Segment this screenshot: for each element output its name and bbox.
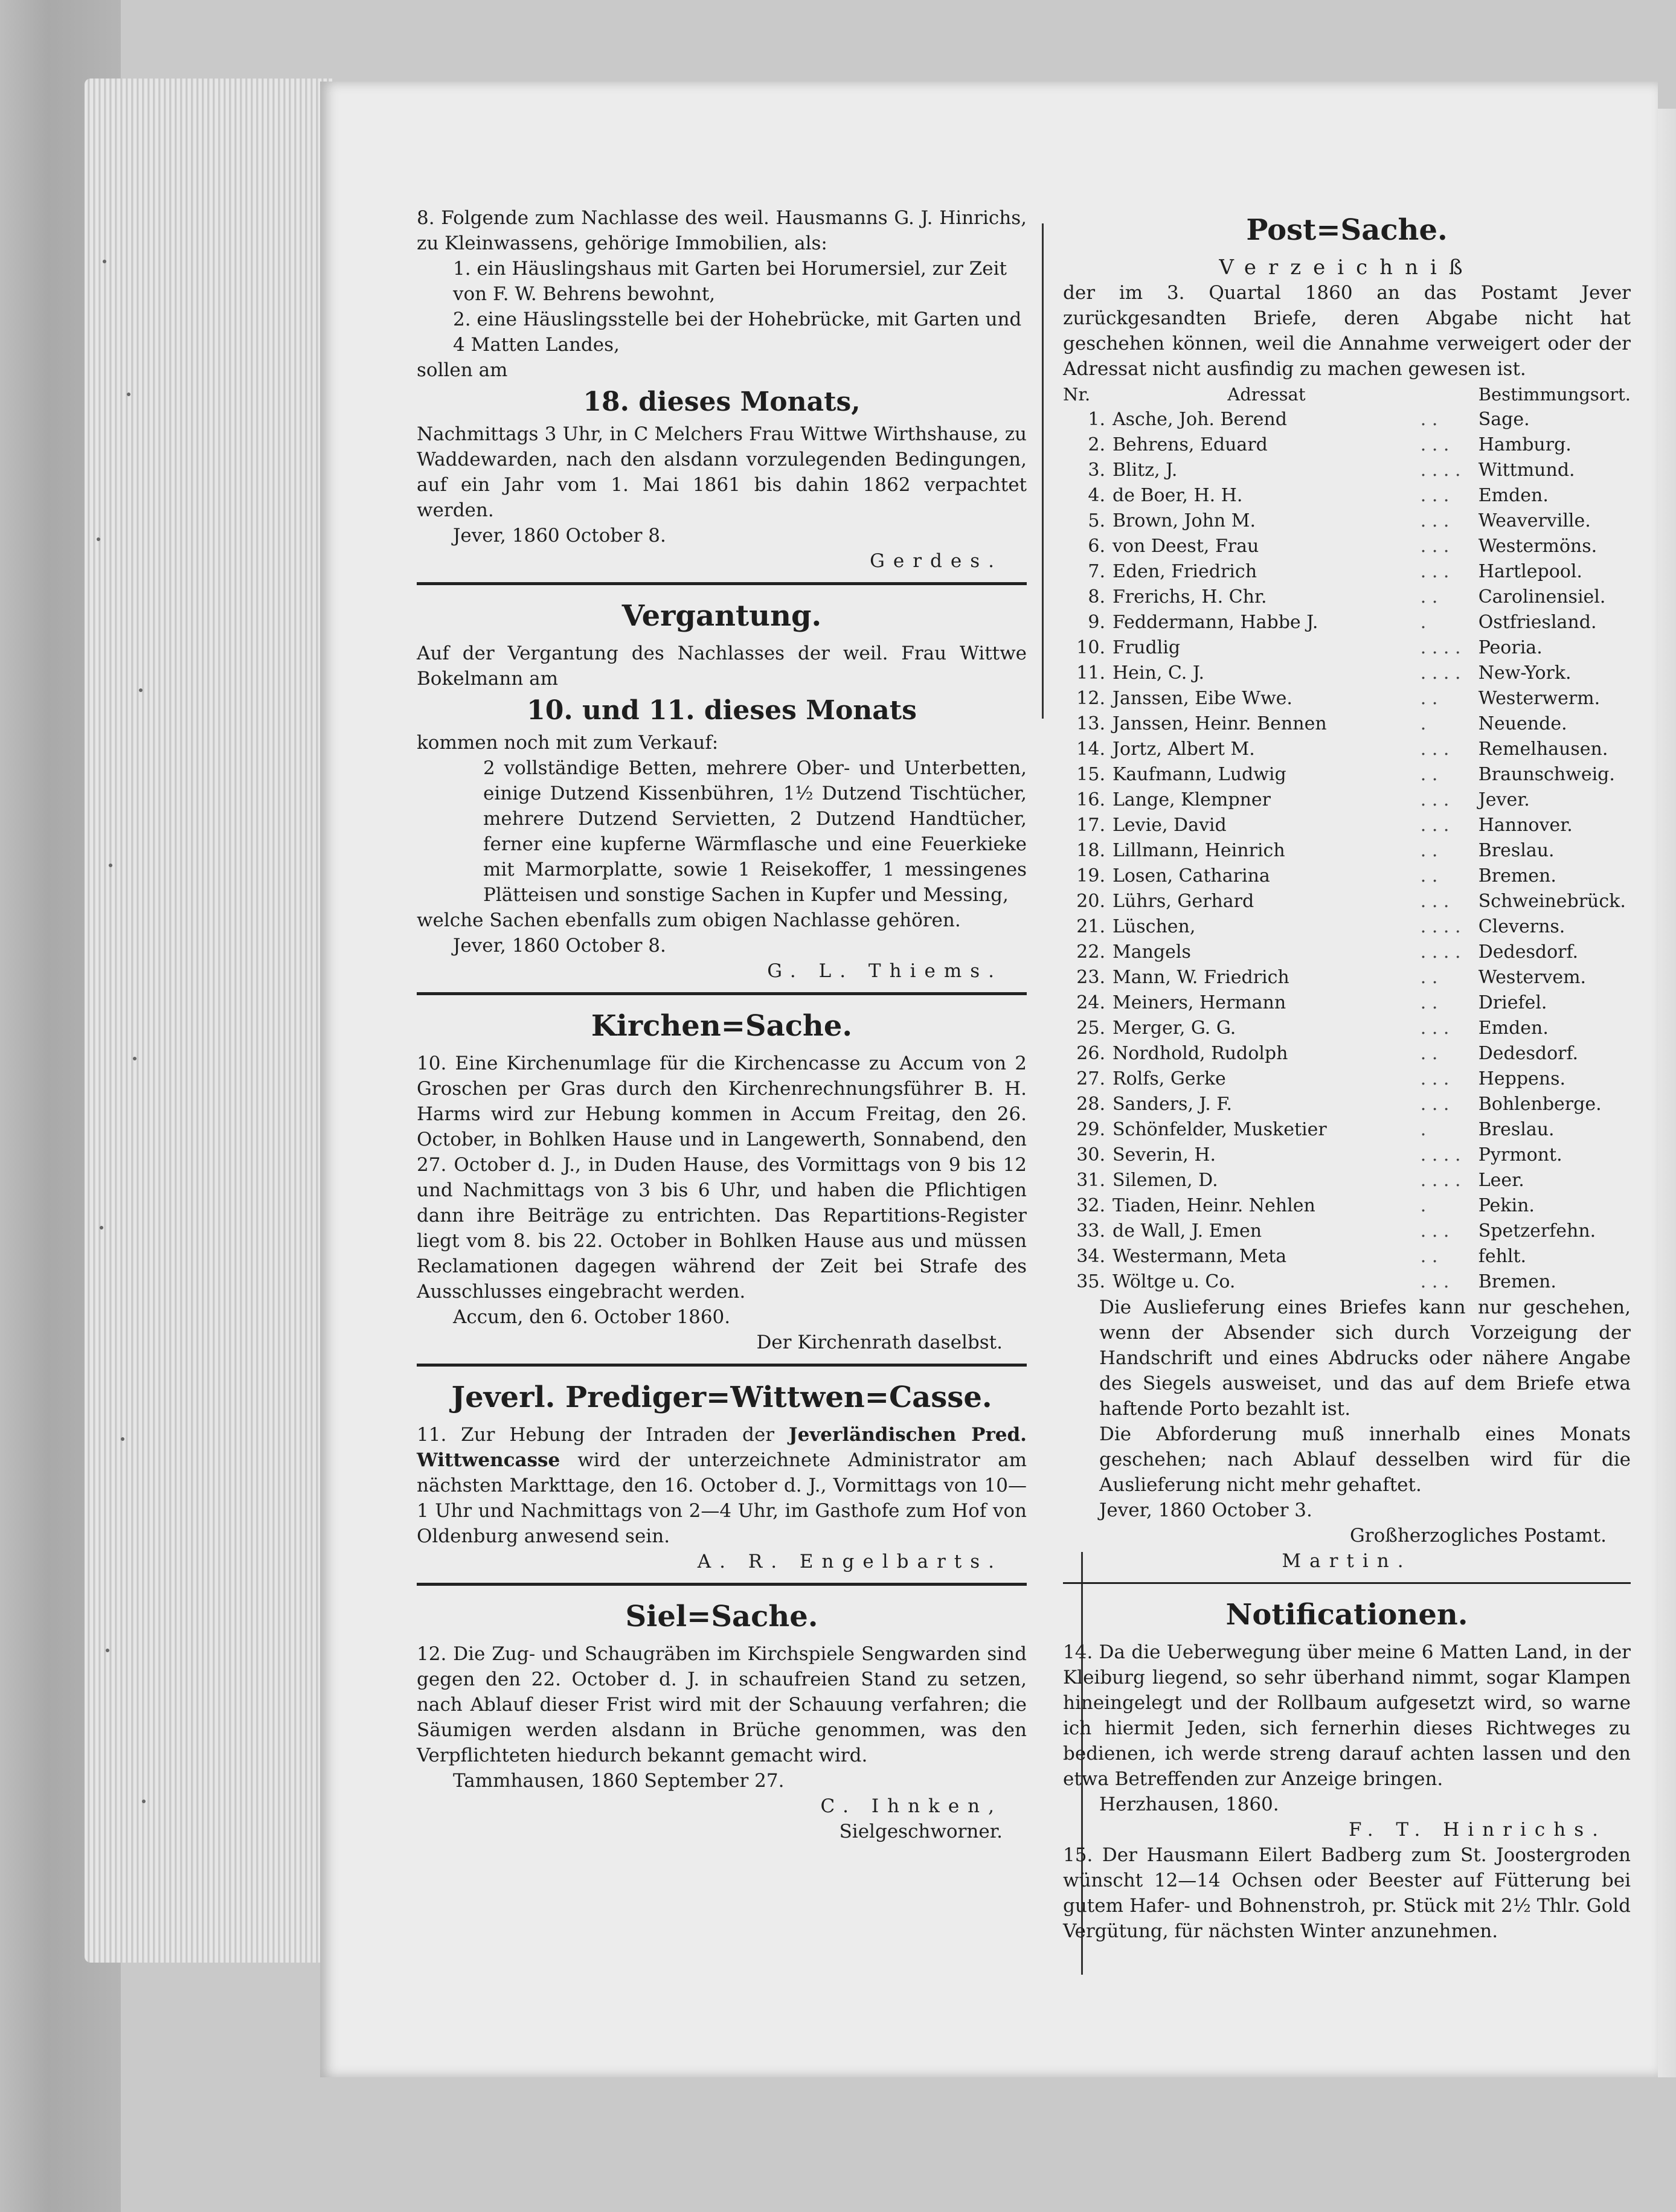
post-signature-name: Martin. bbox=[1282, 1550, 1412, 1572]
row-number: 1. bbox=[1088, 409, 1105, 430]
siel-signature-title: Sielgeschworner. bbox=[839, 1821, 1003, 1842]
addressee-name: de Boer, H. H. bbox=[1113, 485, 1243, 506]
table-row bbox=[1063, 1219, 1631, 1244]
addressee-name: Hein, C. J. bbox=[1113, 662, 1205, 684]
addressee-name: Janssen, Eibe Wwe. bbox=[1113, 688, 1292, 709]
row-number: 32. bbox=[1076, 1195, 1105, 1216]
addressee-name: Brown, John M. bbox=[1113, 510, 1256, 531]
row-number: 26. bbox=[1076, 1043, 1105, 1064]
leader-dots: . . . bbox=[1420, 434, 1450, 455]
addressee-name: Frudlig bbox=[1113, 637, 1181, 658]
notice-8-item: 2. eine Häuslingsstelle bei der Hohebrücke, mit Garten und 4 Matten Landes, bbox=[453, 309, 1022, 356]
post-heading: Post=Sache. bbox=[1246, 213, 1448, 247]
addressee-name: Feddermann, Habbe J. bbox=[1113, 612, 1318, 633]
column-header: Adressat bbox=[1227, 384, 1306, 405]
table-row bbox=[1063, 787, 1631, 813]
addressee-name: Asche, Joh. Berend bbox=[1113, 409, 1287, 430]
table-row bbox=[1063, 1117, 1631, 1143]
destination: New-York. bbox=[1478, 662, 1572, 684]
leader-dots: . . . bbox=[1420, 815, 1450, 836]
table-row bbox=[1063, 585, 1631, 610]
table-row bbox=[1063, 534, 1631, 559]
post-signature-office: Großherzogliches Postamt. bbox=[1349, 1525, 1607, 1547]
leader-dots: . bbox=[1420, 1195, 1427, 1216]
notice-8-item: 1. ein Häuslingshaus mit Garten bei Horumersiel, zur Zeit von F. W. Behrens bewohnt, bbox=[453, 258, 1007, 305]
table-row bbox=[1063, 1092, 1631, 1117]
destination: Jever. bbox=[1478, 789, 1530, 810]
table-row bbox=[1063, 711, 1631, 737]
row-number: 9. bbox=[1088, 612, 1105, 633]
leader-dots: . bbox=[1420, 713, 1427, 734]
addressee-name: Lüschen, bbox=[1113, 916, 1196, 937]
table-row bbox=[1063, 1193, 1631, 1219]
table-row bbox=[1063, 407, 1631, 432]
vergantung-body: 2 vollständige Betten, mehrere Ober- und Unterbetten, einige Dutzend Kissenbühren, 1½ Dutzend Tischtücher, mehrere Dutzend Servietten, 2 Dutzend Handtücher, ferner eine kupferne Wärmflasche und eine Feuerkieke mit Marmorplatte, sowie 1 Reisekoffer, 1 messingenes Plätteisen und sonstige Sachen in Kupfer und Messing, bbox=[483, 757, 1027, 906]
vergantung-lead: kommen noch mit zum Verkauf: bbox=[417, 732, 719, 754]
addressee-name: Westermann, Meta bbox=[1113, 1246, 1287, 1267]
siel-body: 12. Die Zug- und Schaugräben im Kirchspiele Sengwarden sind gegen den 22. October d. J. in schaufreien Stand zu setzen, nach Ablauf dieser Frist wird mit der Schauung verfahren; die Säumigen werden alsdann in Brüche genommen, was den Verpflichteten hiedurch bekannt gemacht wird. bbox=[417, 1643, 1027, 1766]
prediger-body-start: 11. Zur Hebung der Intraden der bbox=[417, 1424, 775, 1446]
addressee-name: Merger, G. G. bbox=[1113, 1018, 1236, 1039]
destination: Sage. bbox=[1478, 409, 1530, 430]
destination: Peoria. bbox=[1478, 637, 1543, 658]
left-column bbox=[417, 205, 1027, 1844]
prediger-section bbox=[417, 1376, 1027, 1574]
destination: Emden. bbox=[1478, 1018, 1549, 1039]
notice-8-sollen: sollen am bbox=[417, 359, 508, 381]
vergantung-intro: Auf der Vergantung des Nachlasses der weil. Frau Wittwe Bokelmann am bbox=[417, 643, 1027, 690]
row-number: 23. bbox=[1076, 967, 1105, 988]
destination: Emden. bbox=[1478, 485, 1549, 506]
table-row bbox=[1063, 559, 1631, 585]
table-row bbox=[1063, 838, 1631, 864]
vergantung-section bbox=[417, 595, 1027, 984]
row-number: 16. bbox=[1076, 789, 1105, 810]
section-rule bbox=[1063, 1582, 1631, 1584]
destination: Hamburg. bbox=[1478, 434, 1572, 455]
notification-14-place: Herzhausen, 1860. bbox=[1099, 1794, 1279, 1815]
addressee-name: Jortz, Albert M. bbox=[1113, 739, 1255, 760]
prediger-body-bold: Jeverländischen Pred. Wittwencasse bbox=[417, 1424, 1027, 1471]
notice-8-signature: Gerdes. bbox=[870, 550, 1003, 572]
kirchen-signature: Der Kirchenrath daselbst. bbox=[756, 1332, 1003, 1353]
leader-dots: . . . bbox=[1420, 536, 1450, 557]
leader-dots: . . . bbox=[1420, 510, 1450, 531]
leader-dots: . . . bbox=[1420, 485, 1450, 506]
destination: Westermöns. bbox=[1478, 536, 1597, 557]
table-row bbox=[1063, 508, 1631, 534]
row-number: 3. bbox=[1088, 460, 1105, 481]
return-letters-table bbox=[1063, 382, 1631, 1295]
addressee-name: de Wall, J. Emen bbox=[1113, 1220, 1262, 1242]
post-note-1: Die Auslieferung eines Briefes kann nur geschehen, wenn der Absender sich durch Vorzeigung der Handschrift und eines Abdrucks oder nähere Angabe des Siegels ausweiset, und das auf dem Briefe etwa haftende Porto bezahlt ist. bbox=[1099, 1297, 1631, 1420]
destination: Ostfriesland. bbox=[1478, 612, 1597, 633]
leader-dots: . . bbox=[1420, 586, 1438, 607]
destination: fehlt. bbox=[1478, 1246, 1527, 1267]
column-header: Nr. bbox=[1063, 384, 1091, 405]
prediger-body-end: wird der unterzeichnete Administrator am nächsten Markttage, den 16. October d. J., Vormittags von 10—1 Uhr und Nachmittags von 2—4 Uhr, im Gasthofe zum Hof von Oldenburg anwesend sein. bbox=[417, 1449, 1027, 1547]
leader-dots: . bbox=[1420, 1119, 1427, 1140]
destination: Breslau. bbox=[1478, 840, 1555, 861]
destination: Wittmund. bbox=[1478, 460, 1575, 481]
addressee-name: von Deest, Frau bbox=[1113, 536, 1259, 557]
row-number: 8. bbox=[1088, 586, 1105, 607]
destination: Pekin. bbox=[1478, 1195, 1535, 1216]
addressee-name: Blitz, J. bbox=[1113, 460, 1178, 481]
row-number: 17. bbox=[1076, 815, 1105, 836]
leader-dots: . . . bbox=[1420, 561, 1450, 582]
notice-8-intro: 8. Folgende zum Nachlasse des weil. Hausmanns G. J. Hinrichs, zu Kleinwassens, gehörige Immobilien, als: bbox=[417, 207, 1027, 254]
section-rule bbox=[417, 1583, 1027, 1586]
row-number: 10. bbox=[1076, 637, 1105, 658]
section-rule bbox=[417, 992, 1027, 995]
leader-dots: . . bbox=[1420, 840, 1438, 861]
destination: Breslau. bbox=[1478, 1119, 1555, 1140]
destination: Schweinebrück. bbox=[1478, 891, 1626, 912]
row-number: 25. bbox=[1076, 1018, 1105, 1039]
post-section bbox=[1063, 209, 1631, 1574]
row-number: 29. bbox=[1076, 1119, 1105, 1140]
post-note-2: Die Abforderung muß innerhalb eines Monats geschehen; nach Ablauf desselben wird für die Auslieferung nicht mehr gehaftet. bbox=[1099, 1423, 1631, 1496]
prediger-body bbox=[417, 1422, 1027, 1549]
section-rule bbox=[417, 582, 1027, 585]
destination: Dedesdorf. bbox=[1478, 1043, 1579, 1064]
leader-dots: . . . bbox=[1420, 1018, 1450, 1039]
table-row bbox=[1063, 1143, 1631, 1168]
notifications-heading: Notificationen. bbox=[1225, 1598, 1468, 1632]
table-row bbox=[1063, 1066, 1631, 1092]
table-row bbox=[1063, 990, 1631, 1016]
kirchen-section bbox=[417, 1005, 1027, 1355]
leader-dots: . . . bbox=[1420, 1271, 1450, 1292]
destination: Dedesdorf. bbox=[1478, 941, 1579, 963]
addressee-name: Tiaden, Heinr. Nehlen bbox=[1113, 1195, 1315, 1216]
row-number: 5. bbox=[1088, 510, 1105, 531]
addressee-name: Lührs, Gerhard bbox=[1113, 891, 1254, 912]
leader-dots: . . bbox=[1420, 992, 1438, 1013]
row-number: 15. bbox=[1076, 764, 1105, 785]
destination: Driefel. bbox=[1478, 992, 1547, 1013]
notifications-section bbox=[1063, 1594, 1631, 1944]
leader-dots: . . . . bbox=[1420, 1170, 1461, 1191]
addressee-name: Losen, Catharina bbox=[1113, 865, 1270, 886]
table-row bbox=[1063, 661, 1631, 686]
destination: Spetzerfehn. bbox=[1478, 1220, 1596, 1242]
row-number: 20. bbox=[1076, 891, 1105, 912]
table-row bbox=[1063, 432, 1631, 458]
row-number: 21. bbox=[1076, 916, 1105, 937]
leader-dots: . . bbox=[1420, 764, 1438, 785]
kirchen-place-date: Accum, den 6. October 1860. bbox=[453, 1306, 731, 1328]
destination: Bremen. bbox=[1478, 865, 1556, 886]
row-number: 4. bbox=[1088, 485, 1105, 506]
destination: Hannover. bbox=[1478, 815, 1573, 836]
row-number: 22. bbox=[1076, 941, 1105, 963]
table-row bbox=[1063, 458, 1631, 483]
post-subheading: Verzeichniß bbox=[1219, 255, 1475, 280]
destination: Remelhausen. bbox=[1478, 739, 1608, 760]
leader-dots: . . . . bbox=[1420, 941, 1461, 963]
vergantung-closing: welche Sachen ebenfalls zum obigen Nachlasse gehören. bbox=[417, 909, 961, 931]
row-number: 13. bbox=[1076, 713, 1105, 734]
addressee-name: Lillmann, Heinrich bbox=[1113, 840, 1285, 861]
row-number: 31. bbox=[1076, 1170, 1105, 1191]
addressee-name: Wöltge u. Co. bbox=[1113, 1271, 1236, 1292]
leader-dots: . bbox=[1420, 612, 1427, 633]
row-number: 24. bbox=[1076, 992, 1105, 1013]
leader-dots: . . bbox=[1420, 409, 1438, 430]
table-row bbox=[1063, 1168, 1631, 1193]
post-place-date: Jever, 1860 October 3. bbox=[1099, 1499, 1312, 1521]
row-number: 11. bbox=[1076, 662, 1105, 684]
leader-dots: . . . bbox=[1420, 739, 1450, 760]
table-row bbox=[1063, 965, 1631, 990]
addressee-name: Frerichs, H. Chr. bbox=[1113, 586, 1267, 607]
row-number: 19. bbox=[1076, 865, 1105, 886]
siel-heading: Siel=Sache. bbox=[625, 1600, 818, 1633]
leader-dots: . . . bbox=[1420, 1220, 1450, 1242]
table-row bbox=[1063, 762, 1631, 787]
notice-8-date-heading: 18. dieses Monats, bbox=[583, 386, 861, 417]
row-number: 28. bbox=[1076, 1094, 1105, 1115]
table-row bbox=[1063, 940, 1631, 965]
destination: Hartlepool. bbox=[1478, 561, 1582, 582]
row-number: 33. bbox=[1076, 1220, 1105, 1242]
vergantung-place-date: Jever, 1860 October 8. bbox=[453, 935, 666, 957]
addressee-name: Schönfelder, Musketier bbox=[1113, 1119, 1327, 1140]
addressee-name: Mangels bbox=[1113, 941, 1191, 963]
addressee-name: Behrens, Eduard bbox=[1113, 434, 1268, 455]
addressee-name: Janssen, Heinr. Bennen bbox=[1113, 713, 1327, 734]
destination: Braunschweig. bbox=[1478, 764, 1615, 785]
addressee-name: Rolfs, Gerke bbox=[1113, 1068, 1226, 1089]
table-row bbox=[1063, 610, 1631, 635]
table-row bbox=[1063, 813, 1631, 838]
table-row bbox=[1063, 686, 1631, 711]
leader-dots: . . . bbox=[1420, 891, 1450, 912]
post-intro: der im 3. Quartal 1860 an das Postamt Jever zurückgesandten Briefe, deren Abgabe nicht hat geschehen können, weil die Annahme verweigert oder der Adressat nicht ausfindig zu machen gewesen ist. bbox=[1063, 282, 1631, 380]
leader-dots: . . . . bbox=[1420, 460, 1461, 481]
addressee-name: Lange, Klempner bbox=[1113, 789, 1271, 810]
row-number: 35. bbox=[1076, 1271, 1105, 1292]
destination: Weaverville. bbox=[1478, 510, 1591, 531]
row-number: 2. bbox=[1088, 434, 1105, 455]
row-number: 27. bbox=[1076, 1068, 1105, 1089]
addressee-name: Meiners, Hermann bbox=[1113, 992, 1286, 1013]
siel-section bbox=[417, 1595, 1027, 1844]
destination: Bohlenberge. bbox=[1478, 1094, 1602, 1115]
table-header-row bbox=[1063, 382, 1631, 407]
addressee-name: Eden, Friedrich bbox=[1113, 561, 1257, 582]
addressee-name: Severin, H. bbox=[1113, 1144, 1216, 1165]
addressee-name: Silemen, D. bbox=[1113, 1170, 1218, 1191]
table-row bbox=[1063, 889, 1631, 914]
addressee-name: Sanders, J. F. bbox=[1113, 1094, 1232, 1115]
leader-dots: . . bbox=[1420, 1043, 1438, 1064]
siel-place-date: Tammhausen, 1860 September 27. bbox=[453, 1770, 785, 1792]
table-row bbox=[1063, 864, 1631, 889]
row-number: 18. bbox=[1076, 840, 1105, 861]
leader-dots: . . . bbox=[1420, 1094, 1450, 1115]
notification-14: 14. Da die Ueberwegung über meine 6 Matten Land, in der Kleiburg liegend, so sehr überhand nimmt, sogar Klampen hineingelegt und der Rollbaum aufgesetzt wird, so warne ich hiermit Jeden, sich fernerhin dieses Richtweges zu bedienen, ich werde streng darauf achten lassen und den etwa Betreffenden zur Anzeige bringen. bbox=[1063, 1641, 1631, 1790]
leader-dots: . . . . bbox=[1420, 637, 1461, 658]
table-row bbox=[1063, 914, 1631, 940]
leader-dots: . . . . bbox=[1420, 1144, 1461, 1165]
destination: Pyrmont. bbox=[1478, 1144, 1562, 1165]
row-number: 30. bbox=[1076, 1144, 1105, 1165]
section-rule bbox=[417, 1364, 1027, 1367]
prediger-signature: A. R. Engelbarts. bbox=[697, 1551, 1003, 1572]
table-row bbox=[1063, 483, 1631, 508]
table-row bbox=[1063, 1016, 1631, 1041]
addressee-name: Mann, W. Friedrich bbox=[1113, 967, 1289, 988]
destination: Westervem. bbox=[1478, 967, 1587, 988]
row-number: 12. bbox=[1076, 688, 1105, 709]
leader-dots: . . . . bbox=[1420, 916, 1461, 937]
column-divider-top bbox=[1042, 223, 1044, 719]
leader-dots: . . bbox=[1420, 865, 1438, 886]
column-header: Bestimmungsort. bbox=[1478, 384, 1631, 405]
destination: Leer. bbox=[1478, 1170, 1524, 1191]
notice-8-place-date: Jever, 1860 October 8. bbox=[453, 525, 666, 547]
leader-dots: . . . bbox=[1420, 1068, 1450, 1089]
row-number: 14. bbox=[1076, 739, 1105, 760]
notification-14-signature: F. T. Hinrichs. bbox=[1349, 1819, 1607, 1841]
kirchen-heading: Kirchen=Sache. bbox=[591, 1009, 853, 1043]
destination: Westerwerm. bbox=[1478, 688, 1601, 709]
addressee-name: Nordhold, Rudolph bbox=[1113, 1043, 1288, 1064]
notification-15: 15. Der Hausmann Eilert Badberg zum St. Joostergroden wünscht 12—14 Ochsen oder Beester auf Fütterung bei gutem Hafer- und Bohnenstroh, pr. Stück mit 2½ Thlr. Gold Vergütung, für nächsten Winter anzunehmen. bbox=[1063, 1844, 1631, 1942]
table-row bbox=[1063, 737, 1631, 762]
leader-dots: . . . bbox=[1420, 789, 1450, 810]
page-block-edge bbox=[85, 79, 332, 1963]
right-column bbox=[1063, 205, 1631, 1944]
vergantung-heading: Vergantung. bbox=[621, 599, 822, 633]
prediger-heading: Jeverl. Prediger=Wittwen=Casse. bbox=[451, 1380, 992, 1414]
kirchen-body: 10. Eine Kirchenumlage für die Kirchencasse zu Accum von 2 Groschen per Gras durch den Kirchenrechnungsführer B. H. Harms wird zur Hebung kommen in Accum Freitag, den 26. October, in Bohlken Hause und in Langewerth, Sonnabend, den 27. October d. J., in Duden Hause, des Vormittags von 9 bis 12 und Nachmittags von 3 bis 6 Uhr, und haben die Pflichtigen dann ihre Beiträge zu entrichten. Das Repartitions-Register liegt vom 8. bis 22. October in Bohlken Hause aus und müssen Reclamationen dagegen während der Zeit bei Strafe des Ausschlusses eingebracht werden. bbox=[417, 1053, 1027, 1303]
table-row bbox=[1063, 1041, 1631, 1066]
leader-dots: . . . . bbox=[1420, 662, 1461, 684]
leader-dots: . . bbox=[1420, 1246, 1438, 1267]
destination: Neuende. bbox=[1478, 713, 1567, 734]
vergantung-date-heading: 10. und 11. dieses Monats bbox=[527, 695, 917, 726]
table-row bbox=[1063, 635, 1631, 661]
destination: Carolinensiel. bbox=[1478, 586, 1606, 607]
table-row bbox=[1063, 1244, 1631, 1269]
leader-dots: . . bbox=[1420, 688, 1438, 709]
table-body bbox=[1063, 407, 1631, 1295]
destination: Cleverns. bbox=[1478, 916, 1565, 937]
destination: Bremen. bbox=[1478, 1271, 1556, 1292]
table-row bbox=[1063, 1269, 1631, 1295]
notice-8-body: Nachmittags 3 Uhr, in C Melchers Frau Wittwe Wirthshause, zu Waddewarden, nach den alsdann vorzulegenden Bedingungen, auf ein Jahr vom 1. Mai 1861 bis dahin 1862 verpachtet werden. bbox=[417, 423, 1027, 521]
row-number: 7. bbox=[1088, 561, 1105, 582]
addressee-name: Kaufmann, Ludwig bbox=[1113, 764, 1286, 785]
leader-dots: . . bbox=[1420, 967, 1438, 988]
siel-signature-name: C. Ihnken, bbox=[820, 1795, 1003, 1817]
row-number: 34. bbox=[1076, 1246, 1105, 1267]
notice-8 bbox=[417, 205, 1027, 574]
vergantung-signature: G. L. Thiems. bbox=[767, 960, 1003, 982]
addressee-name: Levie, David bbox=[1113, 815, 1227, 836]
destination: Heppens. bbox=[1478, 1068, 1566, 1089]
row-number: 6. bbox=[1088, 536, 1105, 557]
